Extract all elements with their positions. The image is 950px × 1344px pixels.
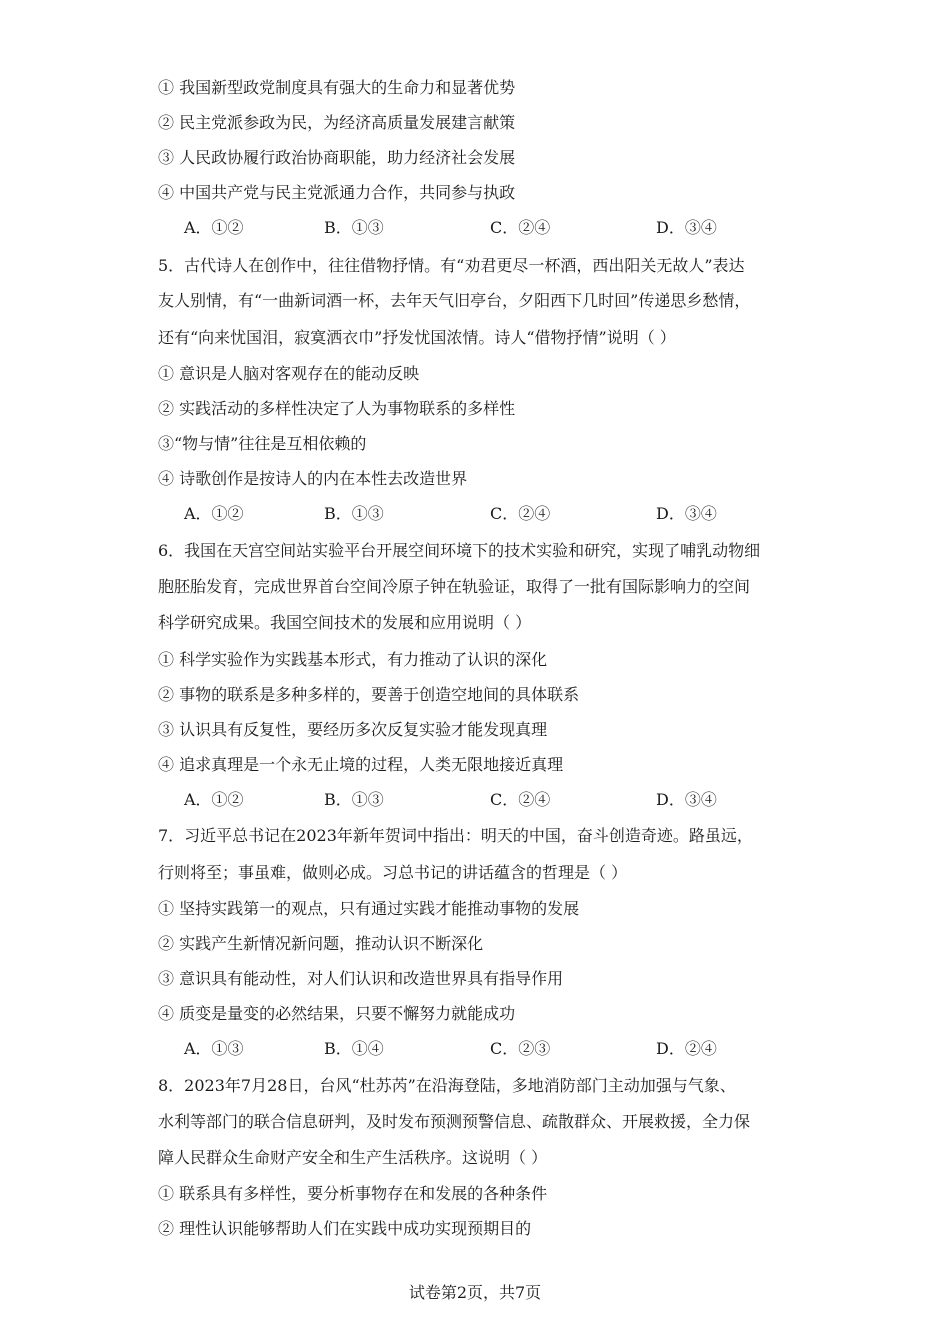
q6-item-3: ③ 认识具有反复性，要经历多次反复实验才能发现真理 [158,720,548,739]
q5-item-4: ④ 诗歌创作是按诗人的内在本性去改造世界 [158,469,468,488]
q6-option-a: A．①② [184,790,244,809]
q7-item-4: ④ 质变是量变的必然结果，只要不懈努力就能成功 [158,1004,516,1023]
q6-options [158,789,798,811]
q5-option-a: A．①② [184,504,244,523]
q6-item-4: ④ 追求真理是一个永无止境的过程，人类无限地接近真理 [158,755,564,774]
q6-stem-line-3: 科学研究成果。我国空间技术的发展和应用说明（ ） [158,613,532,632]
q5-stem-line-1: 5．古代诗人在创作中，往往借物抒情。有“劝君更尽一杯酒，西出阳关无故人”表达 [158,256,745,275]
q4-options [158,217,798,239]
q5-option-d: D．③④ [656,504,717,523]
q6-stem-line-2: 胞胚胎发育，完成世界首台空间冷原子钟在轨验证，取得了一批有国际影响力的空间 [158,577,751,596]
q4-option-b: B．①③ [324,218,384,237]
q4-item-1: ① 我国新型政党制度具有强大的生命力和显著优势 [158,78,516,97]
q8-stem-line-3: 障人民群众生命财产安全和生产生活秩序。这说明（ ） [158,1148,548,1167]
q7-option-d: D．②④ [656,1039,717,1058]
q7-item-1: ① 坚持实践第一的观点，只有通过实践才能推动事物的发展 [158,899,580,918]
q7-stem-line-1: 7．习近平总书记在2023年新年贺词中指出：明天的中国，奋斗创造奇迹。路虽远， [158,826,753,845]
q4-item-4: ④ 中国共产党与民主党派通力合作，共同参与执政 [158,183,516,202]
q7-option-c: C．②③ [490,1039,551,1058]
q6-item-1: ① 科学实验作为实践基本形式，有力推动了认识的深化 [158,650,548,669]
q7-item-3: ③ 意识具有能动性，对人们认识和改造世界具有指导作用 [158,969,564,988]
q5-item-3: ③“物与情”往往是互相依赖的 [158,434,367,453]
q5-option-b: B．①③ [324,504,384,523]
q7-item-2: ② 实践产生新情况新问题，推动认识不断深化 [158,934,484,953]
q7-options [158,1038,798,1060]
q8-item-1: ① 联系具有多样性，要分析事物存在和发展的各种条件 [158,1184,548,1203]
q4-item-2: ② 民主党派参政为民，为经济高质量发展建言献策 [158,113,516,132]
q6-option-d: D．③④ [656,790,717,809]
q6-option-b: B．①③ [324,790,384,809]
q7-option-a: A．①③ [184,1039,244,1058]
q7-option-b: B．①④ [324,1039,384,1058]
q5-stem-line-2: 友人别情，有“一曲新词酒一杯，去年天气旧亭台，夕阳西下几时回”传递思乡愁情， [158,291,751,310]
q6-item-2: ② 事物的联系是多种多样的，要善于创造空地间的具体联系 [158,685,580,704]
q7-stem-line-2: 行则将至；事虽难，做则必成。习总书记的讲话蕴含的哲理是（ ） [158,863,628,882]
q8-stem-line-2: 水利等部门的联合信息研判，及时发布预测预警信息、疏散群众、开展救援，全力保 [158,1112,751,1131]
q5-item-2: ② 实践活动的多样性决定了人为事物联系的多样性 [158,399,516,418]
q4-option-a: A．①② [184,218,244,237]
q6-option-c: C．②④ [490,790,551,809]
q4-item-3: ③ 人民政协履行政治协商职能，助力经济社会发展 [158,148,516,167]
page-footer: 试卷第2页，共7页 [408,1283,542,1302]
q6-stem-line-1: 6．我国在天宫空间站实验平台开展空间环境下的技术实验和研究，实现了哺乳动物细 [158,541,761,560]
q5-item-1: ① 意识是人脑对客观存在的能动反映 [158,364,420,383]
q8-stem-line-1: 8．2023年7月28日，台风“杜苏芮”在沿海登陆，多地消防部门主动加强与气象、 [158,1076,736,1095]
q5-stem-line-3: 还有“向来忧国泪，寂寞洒衣巾”抒发忧国浓情。诗人“借物抒情”说明（ ） [158,328,676,347]
q5-options [158,503,798,525]
q4-option-c: C．②④ [490,218,551,237]
q8-item-2: ② 理性认识能够帮助人们在实践中成功实现预期目的 [158,1219,532,1238]
q5-option-c: C．②④ [490,504,551,523]
q4-option-d: D．③④ [656,218,717,237]
